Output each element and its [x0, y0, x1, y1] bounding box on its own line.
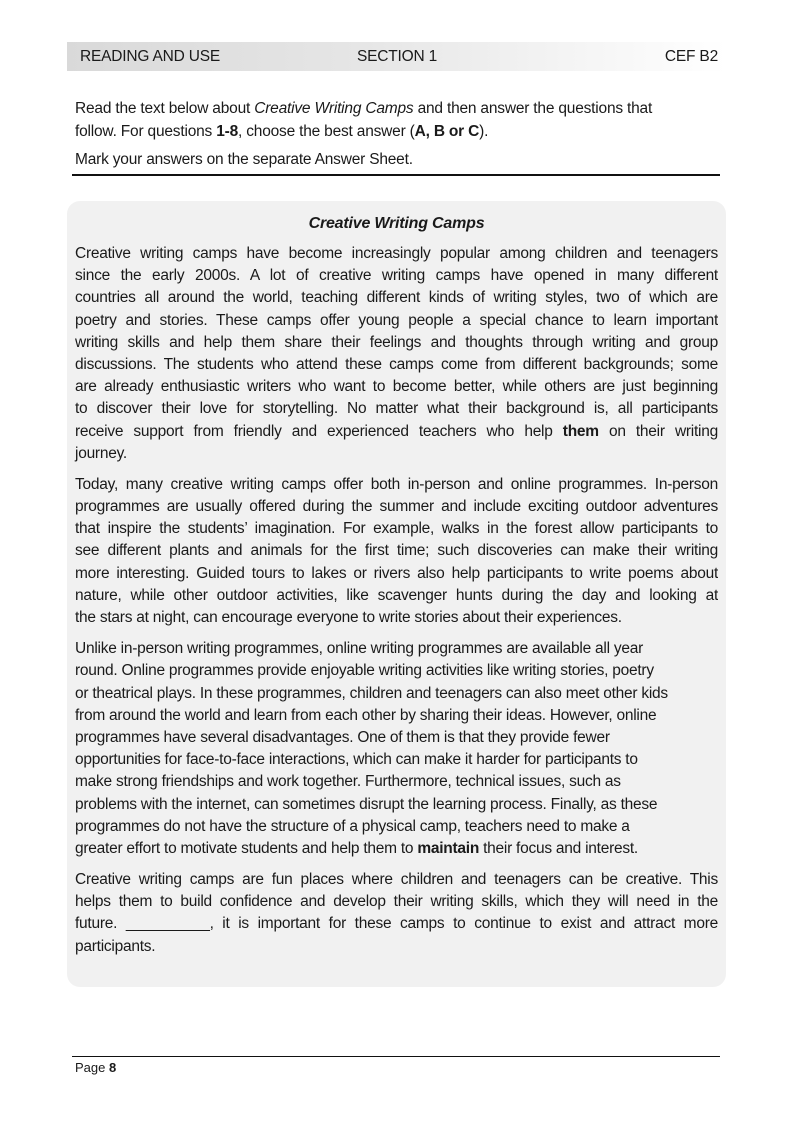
page-label: Page: [75, 1060, 109, 1075]
instruction-line-1: [75, 98, 720, 121]
header-section-name: READING AND USE: [80, 48, 220, 65]
text-segment: on their writing: [608, 422, 718, 440]
question-range: 1-8: [216, 122, 239, 140]
text-line: from around the world and learn from each other by sharing their ideas. However, online: [75, 706, 657, 724]
passage-title: Creative Writing Camps: [308, 215, 485, 232]
text-line: Creative writing camps have become increasingly popular among children and teenagers: [75, 245, 718, 262]
paragraph-1: [75, 243, 718, 465]
page-number: 8: [108, 1060, 117, 1075]
text-line: nature, while other outdoor activities, like scavenger hunts during the day and looking at: [75, 586, 718, 604]
instruction-text: and then answer the questions that: [413, 100, 653, 117]
text-segment: greater effort to motivate students and help them to: [75, 839, 418, 857]
passage-panel: [67, 201, 726, 987]
text-line: participants.: [75, 937, 156, 955]
instruction-text: , choose the best answer (: [238, 122, 415, 140]
paragraph-2: [75, 474, 718, 629]
page-footer: [75, 1060, 116, 1075]
text-line: that inspire the students’ imagination. For example, walks in the forest allow participants to: [75, 520, 718, 538]
instruction-text-title: Creative Writing Camps: [254, 100, 414, 117]
instruction-text: follow. For questions: [75, 122, 217, 140]
highlighted-word-them: them: [562, 422, 599, 440]
text-line: make strong friendships and work together. Furthermore, technical issues, such as: [75, 773, 621, 791]
text-line: [75, 421, 718, 443]
text-line: journey.: [75, 444, 127, 462]
instruction-line-3: Mark your answers on the separate Answer Sheet.: [75, 151, 413, 168]
text-line: round. Online programmes provide enjoyable writing activities like writing stories, poetry: [75, 662, 654, 680]
text-segment: receive support from friendly and experienced teachers who help: [75, 422, 553, 440]
text-line: see different plants and animals for the first time; such discoveries can make their writing: [75, 542, 718, 560]
text-line: Creative writing camps are fun places where children and teenagers can be creative. This: [75, 871, 718, 889]
text-line: more interesting. Guided tours to lakes or rivers also help participants to write poems about: [75, 564, 718, 582]
text-line: to discover their love for storytelling. No matter what their background is, all participants: [75, 400, 718, 418]
text-line: the stars at night, can encourage everyone to write stories about their experiences.: [75, 609, 622, 626]
paragraph-3: [75, 638, 718, 860]
text-line: programmes do not have the structure of a physical camp, teachers need to make a: [75, 817, 630, 835]
text-line: since the early 2000s. A lot of creative writing camps have opened in many different: [75, 267, 718, 285]
text-line-with-gap: future. __________, it is important for these camps to continue to exist and attract more: [75, 915, 718, 933]
instructions: [75, 98, 720, 172]
text-line: are already enthusiastic writers who want to become better, while others are just beginning: [75, 378, 718, 396]
instructions-divider: [72, 174, 720, 176]
text-line: opportunities for face-to-face interactions, which can make it harder for participants to: [75, 751, 638, 769]
text-line: or theatrical plays. In these programmes, children and teenagers can also meet other kids: [75, 684, 668, 702]
highlighted-word-maintain: maintain: [417, 839, 480, 857]
footer-divider: [72, 1056, 720, 1057]
answer-options: A, B or C: [414, 122, 480, 140]
text-line: countries all around the world, teaching different kinds of writing styles, two of which are: [75, 289, 718, 307]
header-bar: [67, 42, 727, 71]
instruction-text: Read the text below about: [75, 100, 255, 117]
instruction-text: ).: [479, 122, 489, 140]
text-line: programmes are usually offered during the summer and include exciting outdoor adventures: [75, 498, 718, 516]
paragraph-4: [75, 869, 718, 958]
text-line: writing skills and help them share their feelings and thoughts through writing and group: [75, 333, 718, 351]
text-line: problems with the internet, can sometimes disrupt the learning process. Finally, as these: [75, 795, 658, 813]
text-line: Today, many creative writing camps offer both in-person and online programmes. In-person: [75, 475, 718, 493]
text-line: discussions. The students who attend these camps come from different backgrounds; some: [75, 355, 718, 373]
text-line: Unlike in-person writing programmes, online writing programmes are available all year: [75, 640, 643, 658]
header-level: CEF B2: [664, 48, 718, 65]
text-segment: their focus and interest.: [479, 839, 638, 857]
instruction-line-2: [75, 121, 720, 144]
text-line: [75, 838, 718, 860]
text-line: helps them to build confidence and develop their writing skills, which they will need in the: [75, 893, 718, 911]
text-line: poetry and stories. These camps offer young people a special chance to learn important: [75, 311, 718, 329]
text-line: programmes have several disadvantages. One of them is that they provide fewer: [75, 728, 610, 746]
passage-body: [75, 243, 718, 967]
header-section-number: SECTION 1: [357, 48, 438, 65]
